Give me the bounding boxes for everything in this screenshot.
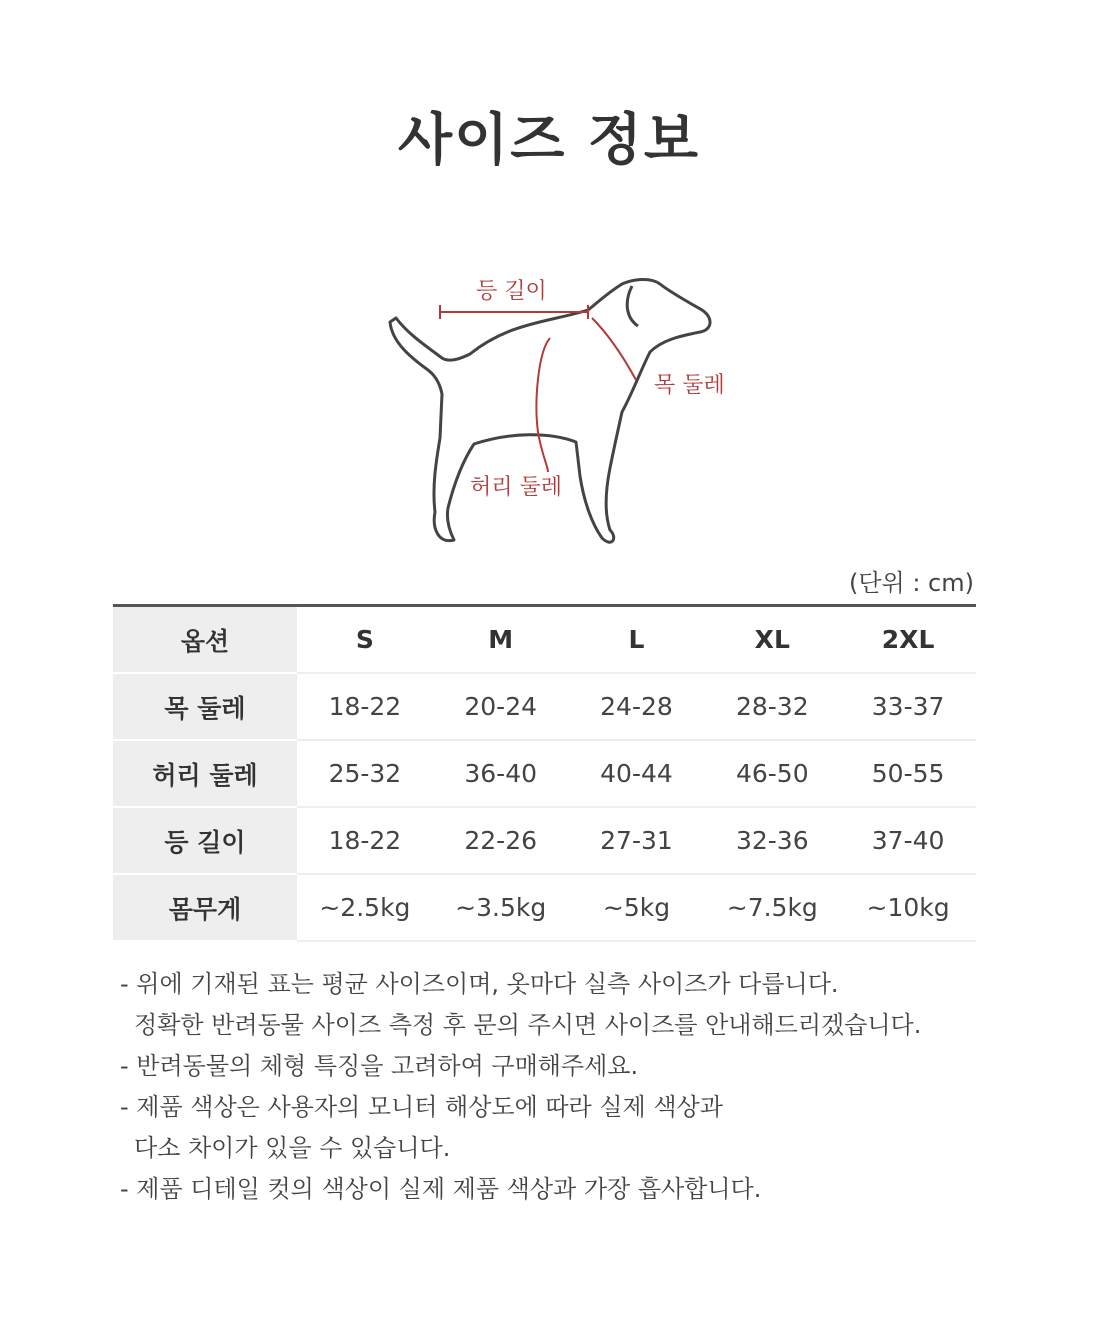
notes xyxy=(120,964,1000,1210)
size-header: L xyxy=(569,606,705,674)
table-cell: 32-36 xyxy=(704,807,840,874)
note-line: 정확한 반려동물 사이즈 측정 후 문의 주시면 사이즈를 안내해드리겠습니다. xyxy=(134,1011,922,1039)
table-cell: 18-22 xyxy=(297,807,433,874)
table-cell: 27-31 xyxy=(569,807,705,874)
row-label: 허리 둘레 xyxy=(113,740,297,807)
table-header-row xyxy=(113,606,976,674)
header-label: 옵션 xyxy=(113,606,297,674)
table-cell: ~10kg xyxy=(840,874,976,941)
page-title: 사이즈 정보 xyxy=(398,108,700,173)
row-label: 목 둘레 xyxy=(113,673,297,740)
unit-label: (단위 : cm) xyxy=(848,569,974,597)
table-row xyxy=(113,673,976,740)
table-cell: 18-22 xyxy=(297,673,433,740)
size-table xyxy=(113,604,976,942)
table-cell: 28-32 xyxy=(704,673,840,740)
table-row xyxy=(113,740,976,807)
table-row xyxy=(113,874,976,941)
size-header: S xyxy=(297,606,433,674)
table-cell: ~5kg xyxy=(569,874,705,941)
table-cell: 37-40 xyxy=(840,807,976,874)
table-cell: 25-32 xyxy=(297,740,433,807)
dog-measurement-diagram xyxy=(370,262,730,552)
table-cell: 50-55 xyxy=(840,740,976,807)
table-cell: ~3.5kg xyxy=(433,874,569,941)
row-label: 몸무게 xyxy=(113,874,297,941)
note-line: 다소 차이가 있을 수 있습니다. xyxy=(134,1134,451,1162)
size-header: XL xyxy=(704,606,840,674)
row-label: 등 길이 xyxy=(113,807,297,874)
table-cell: 33-37 xyxy=(840,673,976,740)
size-header: M xyxy=(433,606,569,674)
waist-label: 허리 둘레 xyxy=(470,475,563,500)
neck-label: 목 둘레 xyxy=(654,373,725,398)
table-cell: 22-26 xyxy=(433,807,569,874)
dog-outline-icon xyxy=(370,262,730,552)
table-cell: 36-40 xyxy=(433,740,569,807)
note-line: - 반려동물의 체형 특징을 고려하여 구매해주세요. xyxy=(120,1052,639,1080)
table-cell: 24-28 xyxy=(569,673,705,740)
table-cell: 40-44 xyxy=(569,740,705,807)
note-line: - 제품 디테일 컷의 색상이 실제 제품 색상과 가장 흡사합니다. xyxy=(120,1175,762,1203)
table-cell: ~2.5kg xyxy=(297,874,433,941)
back-length-label: 등 길이 xyxy=(476,279,547,304)
table-row xyxy=(113,807,976,874)
table-cell: ~7.5kg xyxy=(704,874,840,941)
note-line: - 제품 색상은 사용자의 모니터 해상도에 따라 실제 색상과 xyxy=(120,1093,723,1121)
note-line: - 위에 기재된 표는 평균 사이즈이며, 옷마다 실측 사이즈가 다릅니다. xyxy=(120,970,839,998)
table-cell: 46-50 xyxy=(704,740,840,807)
table-cell: 20-24 xyxy=(433,673,569,740)
size-header: 2XL xyxy=(840,606,976,674)
